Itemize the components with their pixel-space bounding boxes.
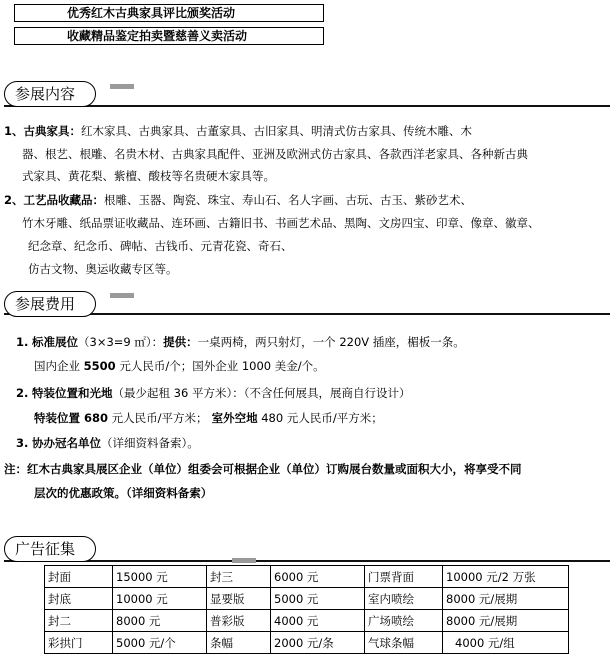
- outdoor-space-label: 室外空地: [207, 411, 258, 425]
- item-heading: 协办冠名单位: [32, 436, 102, 450]
- special-booth-unit: 元人民币/平方米；: [108, 411, 208, 425]
- ad-price: 8000 元/展期: [443, 610, 569, 632]
- fee-item-co-organizer: [16, 434, 199, 452]
- fee-item-standard-booth: [16, 333, 465, 351]
- ad-item: 封底: [45, 588, 113, 610]
- ad-price: 5000 元/个: [113, 632, 207, 654]
- table-row: [45, 610, 569, 632]
- price-rest: 元人民币/个；国外企业 1000 美金/个。: [115, 359, 325, 373]
- special-booth-price: 680: [84, 411, 109, 425]
- item-text: （最少起租 36 平方米）：（不含任何展具，展商自行设计）: [112, 386, 411, 400]
- section-divider: [4, 313, 610, 315]
- ad-price: 8000 元: [113, 610, 207, 632]
- ad-item: 条幅: [207, 632, 271, 654]
- item-text: 根雕、玉器、陶瓷、珠宝、寿山石、名人字画、古玩、古玉、紫砂艺术、: [104, 193, 473, 207]
- ad-price: 2000 元/条: [271, 632, 365, 654]
- special-booth-label: 特装位置: [34, 411, 85, 425]
- exhibit-item-crafts: [4, 191, 472, 209]
- ad-item: 普彩版: [207, 610, 271, 632]
- ad-price: 10000 元: [113, 588, 207, 610]
- provide-text: 一桌两椅，两只射灯，一个 220V 插座，楣板一条。: [197, 335, 465, 349]
- ad-item: 气球条幅: [365, 632, 443, 654]
- section-title-exhibits: 参展内容: [4, 81, 96, 107]
- item-heading: 工艺品收藏品：: [23, 193, 105, 207]
- exhibit-item-furniture-line3: 式家具、黄花梨、紫檀、酸枝等名贵硬木家具等。: [22, 169, 275, 183]
- item-number: 2.: [16, 386, 29, 400]
- item-text: （详细资料备索）。: [101, 436, 199, 450]
- item-heading: 古典家具：: [23, 124, 82, 138]
- ad-item: 封三: [207, 566, 271, 588]
- ad-price: 4000 元: [271, 610, 365, 632]
- ad-price: 15000 元: [113, 566, 207, 588]
- item-heading: 特装位置和光地: [32, 386, 113, 400]
- exhibit-item-crafts-line3: 纪念章、纪念币、碑帖、古钱币、元青花瓷、奇石、: [28, 239, 293, 253]
- outdoor-space-price: 480 元人民币/平方米；: [257, 411, 383, 425]
- ad-price: 8000 元/展期: [443, 588, 569, 610]
- ad-item: 广场喷绘: [365, 610, 443, 632]
- fee-note: 注：红木古典家具展区企业（单位）组委会可根据企业（单位）订购展台数量或面积大小，将享受不同: [4, 462, 522, 476]
- exhibit-item-crafts-line2: 竹木牙雕、纸品票证收藏品、连环画、古籍旧书、书画艺术品、黑陶、文房四宝、印章、像章、徽章、: [22, 216, 540, 230]
- ad-item: 显要版: [207, 588, 271, 610]
- price-domestic-label: 国内企业: [34, 359, 84, 373]
- ad-item: 室内喷绘: [365, 588, 443, 610]
- section-divider: [4, 560, 610, 562]
- booth-spec: （3×3=9 ㎡）：: [78, 335, 164, 349]
- banner-auction-event: 收藏精品鉴定拍卖暨慈善义卖活动: [14, 27, 324, 45]
- ad-item: 门票背面: [365, 566, 443, 588]
- item-text: 红木家具、古典家具、古董家具、古旧家具、明清式仿古家具、传统木雕、木: [81, 124, 473, 138]
- ad-item: 封面: [45, 566, 113, 588]
- fee-note-line2: 层次的优惠政策。（详细资料备索）: [34, 486, 213, 500]
- fee-item-standard-booth-price: [34, 357, 325, 375]
- ad-price: 4000 元/组: [443, 632, 569, 654]
- fee-item-special-booth-price: [34, 409, 383, 427]
- provide-label: 提供：: [163, 335, 198, 349]
- section-title-advertising: 广告征集: [4, 536, 96, 562]
- exhibit-item-crafts-line4: 仿古文物、奥运收藏专区等。: [28, 262, 178, 276]
- ad-item: 彩拱门: [45, 632, 113, 654]
- section-title-fees: 参展费用: [4, 291, 96, 317]
- table-row: [45, 566, 569, 588]
- section-divider: [4, 105, 610, 107]
- price-domestic-value: 5500: [83, 359, 116, 373]
- ad-price: 10000 元/2 万张: [443, 566, 569, 588]
- item-heading: 标准展位: [32, 335, 79, 349]
- section-divider-accent: [232, 558, 256, 563]
- table-row: [45, 588, 569, 610]
- banner-award-event: 优秀红木古典家具评比颁奖活动: [14, 4, 324, 22]
- item-number: 2、: [4, 193, 24, 207]
- item-number: 1.: [16, 335, 29, 349]
- exhibit-item-furniture: [4, 122, 472, 140]
- section-divider-accent: [110, 293, 134, 298]
- fee-item-special-booth: [16, 384, 410, 402]
- ad-item: 封二: [45, 610, 113, 632]
- table-row: [45, 632, 569, 654]
- advertising-price-table: [44, 565, 569, 654]
- section-divider-accent: [110, 84, 134, 89]
- exhibit-item-furniture-line2: 器、根艺、根雕、名贵木材、古典家具配件、亚洲及欧洲式仿古家具、各款西洋老家具、各种新古典: [22, 147, 528, 161]
- item-number: 3.: [16, 436, 29, 450]
- item-number: 1、: [4, 124, 24, 138]
- ad-price: 6000 元: [271, 566, 365, 588]
- ad-price: 5000 元: [271, 588, 365, 610]
